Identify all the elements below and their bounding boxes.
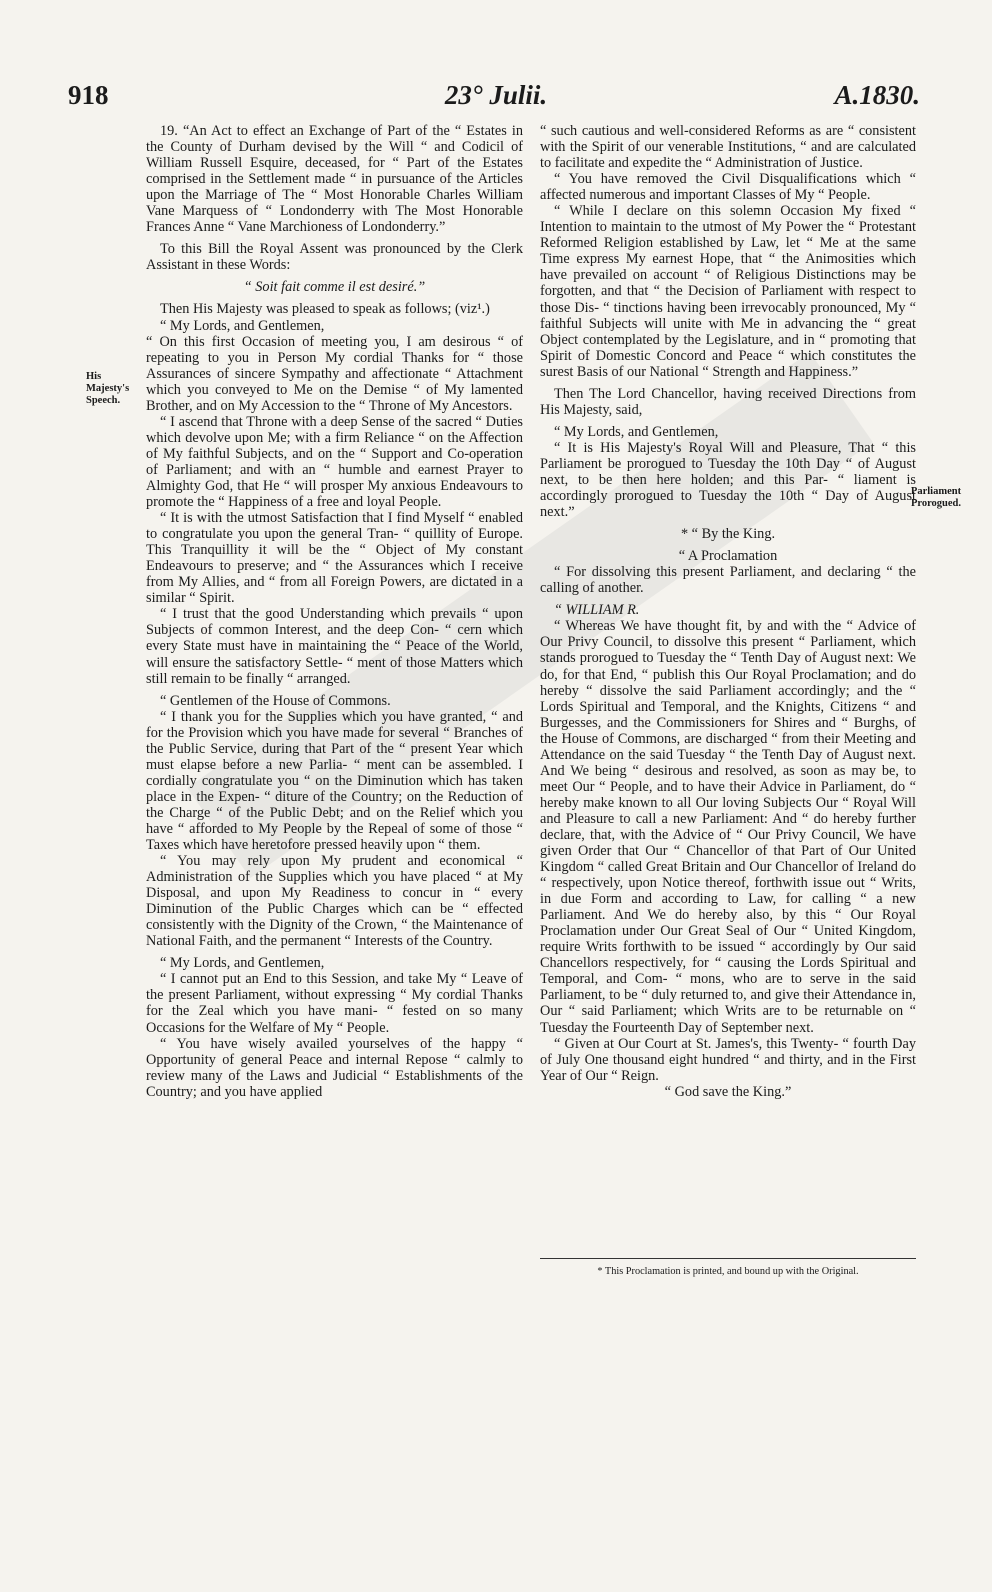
footnote-rule [540, 1258, 916, 1259]
paragraph: To this Bill the Royal Assent was pronounced by the Clerk Assistant in these Words: [146, 241, 523, 274]
paragraph: * “ By the King. [680, 526, 776, 543]
paragraph: “ While I declare on this solemn Occasion My fixed “ Intention to maintain to the utmost of My Power the “ Protestant Reformed Religion established by Law, let “ Me at the same Time express My earnest Hope, that “ the Animosities which have prevailed on account “ of Religious Distinctions may be forgotten, and that “ the Decision of Parliament with respect to those Dis- “ tinctions having been irrevocably pronounced, My “ faithful Subjects will unite with Me in advancing the “ great Object contemplated by the Legislature, and in “ promoting that Spirit of Domestic Concord and Peace “ which constitutes the surest Basis of our National “ Strength and Happiness.” [540, 203, 916, 380]
paragraph: “ For dissolving this present Parliament, and declaring “ the calling of another. [540, 564, 916, 597]
footnote: * This Proclamation is printed, and bound up with the Original. [597, 1266, 859, 1277]
paragraph: “ such cautious and well-considered Reforms as are “ consistent with the Spirit of our venerable Institutions, “ and are calculated to facilitate and expedite the “ Administration of Justice. [540, 123, 916, 172]
page-header [0, 80, 992, 120]
paragraph: “ My Lords, and Gentlemen, [160, 317, 325, 334]
page-number: 918 [68, 80, 109, 110]
right-column [540, 123, 916, 1100]
paragraph: “ Soit fait comme il est desiré.” [243, 279, 426, 296]
paragraph: “ I cannot put an End to this Session, and take My “ Leave of the present Parliament, without expressing “ My cordial Thanks for the Zeal which you have mani- “ fested on so many Occasions for the Welfare of My “ People. [146, 971, 523, 1036]
paragraph: “ I ascend that Throne with a deep Sense of the sacred “ Duties which devolve upon Me; with a firm Reliance “ on the Affection of My faithful Subjects, and on the “ Support and Co-operation of Parliament; and with an “ humble and earnest Prayer to Almighty God, that He “ will prosper My anxious Endeavours to promote the “ Happiness of a free and loyal People. [146, 413, 523, 511]
paragraph: “ You have removed the Civil Disqualifications which “ affected numerous and important Classes of My “ People. [540, 171, 916, 204]
paragraph: “ I trust that the good Understanding which prevails “ upon Subjects of common Interest, and the deep Con- “ cern which every State must have in maintaining the “ Peace of the World, will ensure the satisfactory Settle- “ ment of those Matters which still remain to be finally “ arranged. [146, 606, 523, 687]
header-year: A.1830. [834, 80, 920, 110]
paragraph: “ My Lords, and Gentlemen, [554, 423, 719, 440]
paragraph: “ You have wisely availed yourselves of the happy “ Opportunity of general Peace and internal Repose “ calmly to review many of the Laws and Judicial “ Establishments of the Country; and you have applied [146, 1035, 523, 1100]
paragraph: “ Whereas We have thought fit, by and with the “ Advice of Our Privy Council, to dissolve this present “ Parliament, which stands prorogued to Tuesday the “ Tenth Day of August next: We do, for that End, “ publish this Our Royal Proclamation; and do hereby “ dissolve the said Parliament accordingly; and the “ Lords Spiritual and Temporal, and the Knights, Citizens “ and Burgesses, and the Commissioners for Shires and “ Burghs, of the House of Commons, are discharged “ from their Meeting and Attendance on the said Tuesday “ the Tenth Day of August next. And We being “ desirous and resolved, as soon as may be, to meet Our “ People, and to have their Advice in Parliament, do “ hereby make known to all Our loving Subjects Our “ Royal Will and Pleasure to call a new Parliament: And “ do hereby further declare, that, with the Advice of “ Our Privy Council, We have given Order that Our “ Chancellor of that Part of Our United Kingdom “ called Great Britain and Our Chancellor of Ireland do “ respectively, upon Notice thereof, forthwith issue out “ Writs, in due Form and according to Law, for calling “ a new Parliament. And We do hereby also, by this “ Our Royal Proclamation under Our Great Seal of Our “ United Kingdom, require Writs forthwith to be issued “ accordingly by Our said Chancellors respectively, for “ causing the Lords Spiritual and Temporal, and Com- “ mons, who are to serve in the said Parliament, to be “ duly returned to, and give their Attendance in, Our “ said Parliament; which Writs are to be returnable on “ Tuesday the Fourteenth Day of September next. [540, 618, 916, 1036]
header-date: 23° Julii. [444, 80, 548, 110]
paragraph: “ WILLIAM R. [554, 602, 640, 619]
paragraph: 19. “An Act to effect an Exchange of Part of the “ Estates in the County of Durham devised by the Will “ and Codicil of William Russell Esquire, deceased, for “ Part of the Estates comprised in the Settlement made “ in pursuance of the Articles upon the Marriage of The “ Most Honorable Charles William Vane Marquess of “ Londonderry with The Most Honorable Frances Anne “ Vane Marchioness of Londonderry.” [146, 123, 523, 236]
paragraph: “ Given at Our Court at St. James's, this Twenty- “ fourth Day of July One thousand eight hundred “ and thirty, and in the First Year of Our “ Reign. [540, 1035, 916, 1084]
paragraph: “ You may rely upon My prudent and economical “ Administration of the Supplies which you have placed “ at My Disposal, and upon My Readiness to concur in “ every Diminution of the Public Charges which can be “ effected consistently with the Dignity of the Crown, “ the Maintenance of National Faith, and the permanent “ Interests of the Country. [146, 853, 523, 950]
paragraph: “ I thank you for the Supplies which you have granted, “ and for the Provision which you have made for several “ Branches of the Public Service, during that Part of the “ present Year which must elapse before a new Parlia- “ ment can be assembled. I cordially congratulate you “ on the Diminution which has taken place in the Expen- “ diture of the Country; on the Reduction of the Charge “ of the Public Debt; and on the Relief which you have “ afforded to My People by the Repeal of some of those “ Taxes which have heretofore pressed heavily upon “ them. [146, 708, 523, 854]
paragraph: “ It is with the utmost Satisfaction that I find Myself “ enabled to congratulate you upon the general Tran- “ quillity of Europe. This Tranquillity it will be the “ Object of My constant Endeavours to preserve; and “ the Assurances which I receive from My Allies, and “ from all Foreign Powers, are dictated in a similar “ Spirit. [146, 510, 523, 607]
margin-note-prorogued: Parliament Prorogued. [910, 486, 962, 509]
margin-note-speech: His Majesty's Speech. [86, 371, 130, 406]
paragraph: “ A Proclamation [678, 548, 778, 565]
left-column [146, 123, 523, 1100]
paragraph: “ My Lords, and Gentlemen, [160, 955, 325, 972]
paragraph: “ Gentlemen of the House of Commons. [160, 692, 391, 709]
paragraph: Then His Majesty was pleased to speak as follows; (viz¹.) [160, 301, 490, 318]
paragraph: “ It is His Majesty's Royal Will and Pleasure, That “ this Parliament be prorogued to Tuesday the 10th Day “ of August next, to be then here holden; and this Par- “ liament is accordingly prorogued to Tuesday the 10th “ Day of August next.” [540, 439, 916, 521]
paragraph: Then The Lord Chancellor, having received Directions from His Majesty, said, [540, 385, 916, 418]
paragraph: “ On this first Occasion of meeting you, I am desirous “ of repeating to you in Person My cordial Thanks for “ those Assurances of sincere Sympathy and affectionate “ Attachment which you conveyed to Me on the Demise “ of My lamented Brother, and on My Accession to the “ Throne of My Ancestors. [146, 333, 523, 414]
paragraph: “ God save the King.” [664, 1083, 792, 1100]
